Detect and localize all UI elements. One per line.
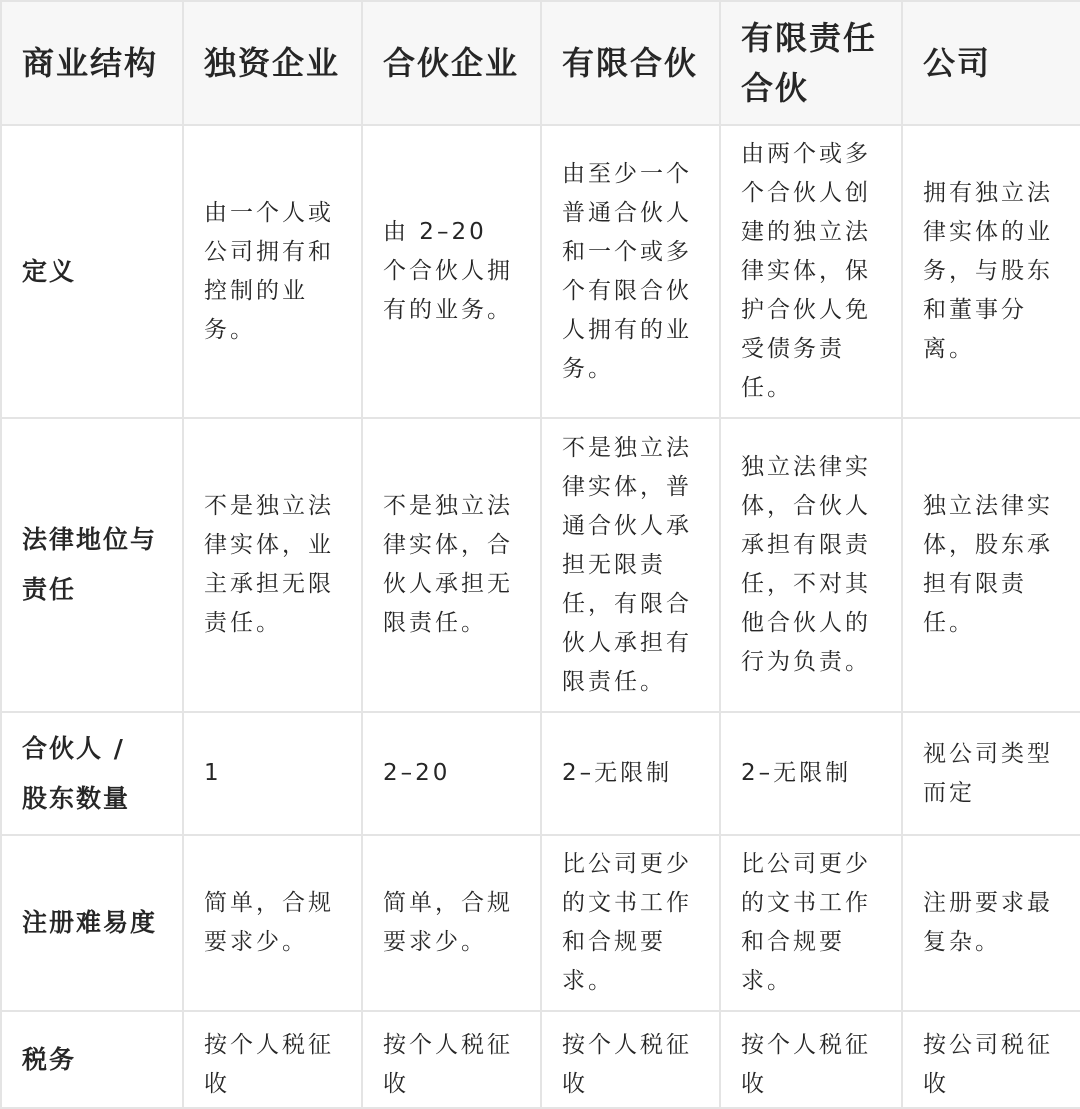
table-cell: 由至少一个普通合伙人和一个或多个有限合伙人拥有的业务。	[541, 125, 720, 418]
table-cell: 比公司更少的文书工作和合规要求。	[541, 835, 720, 1011]
header-limited-partnership: 有限合伙	[541, 1, 720, 125]
table-cell: 2–20	[362, 712, 541, 835]
table-cell: 按个人税征收	[541, 1011, 720, 1108]
table-cell: 比公司更少的文书工作和合规要求。	[720, 835, 902, 1011]
header-partnership: 合伙企业	[362, 1, 541, 125]
table-cell: 按个人税征收	[362, 1011, 541, 1108]
table-cell: 简单，合规要求少。	[362, 835, 541, 1011]
table-cell: 1	[183, 712, 362, 835]
header-business-structure: 商业结构	[1, 1, 183, 125]
table-cell: 由两个或多个合伙人创建的独立法律实体，保护合伙人免受债务责任。	[720, 125, 902, 418]
table-cell: 按公司税征收	[902, 1011, 1080, 1108]
table-cell: 拥有独立法律实体的业务，与股东和董事分离。	[902, 125, 1080, 418]
header-sole-proprietorship: 独资企业	[183, 1, 362, 125]
table-cell: 注册要求最复杂。	[902, 835, 1080, 1011]
table-cell: 2–无限制	[541, 712, 720, 835]
table-cell: 按个人税征收	[720, 1011, 902, 1108]
row-label-definition: 定义	[1, 125, 183, 418]
table-cell: 独立法律实体，股东承担有限责任。	[902, 418, 1080, 712]
table-cell: 视公司类型而定	[902, 712, 1080, 835]
table-cell: 不是独立法律实体，普通合伙人承担无限责任，有限合伙人承担有限责任。	[541, 418, 720, 712]
table-cell: 不是独立法律实体，合伙人承担无限责任。	[362, 418, 541, 712]
table-cell: 独立法律实体，合伙人承担有限责任，不对其他合伙人的行为负责。	[720, 418, 902, 712]
table-row-member-count	[1, 712, 1080, 835]
row-label-legal-status: 法律地位与责任	[1, 418, 183, 712]
table-row-legal-status	[1, 418, 1080, 712]
table-cell: 2–无限制	[720, 712, 902, 835]
table-header-row	[1, 1, 1080, 125]
header-llp: 有限责任合伙	[720, 1, 902, 125]
table-row-registration	[1, 835, 1080, 1011]
table-cell: 由一个人或公司拥有和控制的业务。	[183, 125, 362, 418]
row-label-taxation: 税务	[1, 1011, 183, 1108]
table-cell: 简单，合规要求少。	[183, 835, 362, 1011]
table-row-taxation	[1, 1011, 1080, 1108]
header-company: 公司	[902, 1, 1080, 125]
row-label-registration: 注册难易度	[1, 835, 183, 1011]
table-cell: 按个人税征收	[183, 1011, 362, 1108]
table-cell: 由 2–20 个合伙人拥有的业务。	[362, 125, 541, 418]
row-label-member-count: 合伙人 / 股东数量	[1, 712, 183, 835]
table-cell: 不是独立法律实体，业主承担无限责任。	[183, 418, 362, 712]
table-row-definition	[1, 125, 1080, 418]
